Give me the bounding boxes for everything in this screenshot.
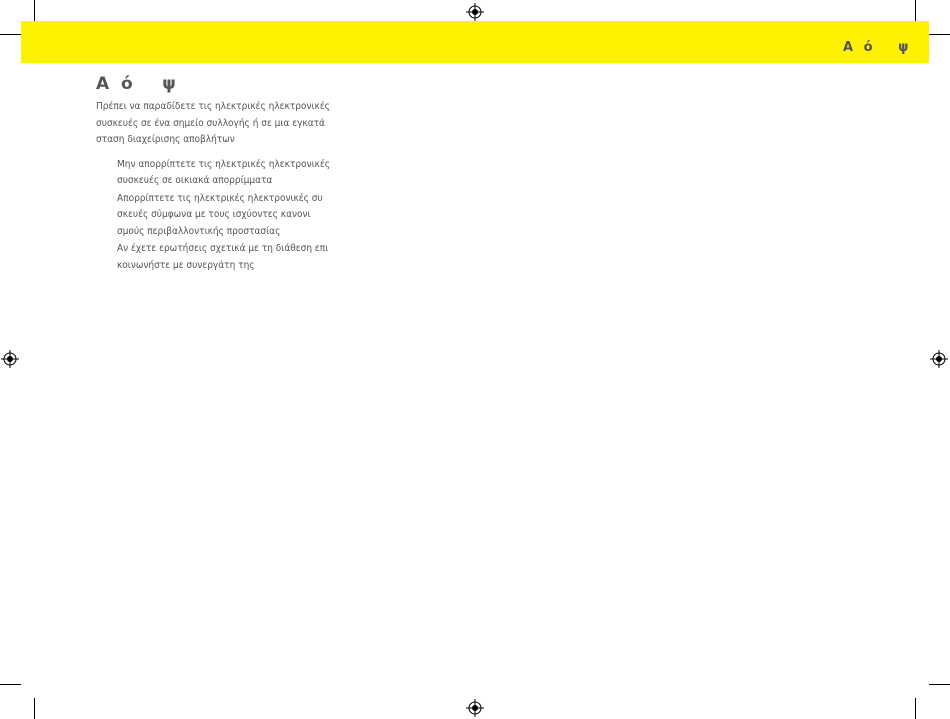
list-item: Αν έχετε ερωτήσεις σχετικά με τη διάθεση επι κοινωνήστε με συνεργάτη της — [117, 243, 329, 271]
registration-mark-bottom-icon — [466, 699, 484, 717]
crop-mark-top-right-horizontal — [929, 34, 950, 35]
crop-mark-bottom-left-horizontal — [0, 684, 21, 685]
registration-mark-left-icon — [1, 350, 19, 368]
crop-mark-top-left-horizontal — [0, 34, 21, 35]
crop-mark-top-left-vertical — [34, 0, 35, 21]
section-heading: Α ό ψ — [96, 74, 176, 94]
crop-mark-bottom-right-vertical — [915, 698, 916, 719]
section-body — [96, 99, 366, 274]
header-title: Α ό ψ — [843, 40, 909, 55]
crop-mark-top-right-vertical — [915, 0, 916, 21]
crop-mark-bottom-left-vertical — [34, 698, 35, 719]
intro-paragraph: Πρέπει να παραδίδετε τις ηλεκτρικές ηλεκτρονικές συσκευές σε ένα σημείο συλλογής ή σε μια εγκατά σταση διαχείρισης αποβλήτων — [96, 101, 330, 145]
list-item: Απορρίπτετε τις ηλεκτρικές ηλεκτρονικές συ σκευές σύμφωνα με τους ισχύοντες κανονι σμούς περιβαλλοντικής προστασίας — [117, 192, 323, 237]
crop-mark-bottom-right-horizontal — [929, 684, 950, 685]
list-item: Μην απορρίπτετε τις ηλεκτρικές ηλεκτρονικές συσκευές σε οικιακά απορρίμματα — [117, 158, 331, 186]
registration-mark-top-icon — [466, 3, 484, 21]
registration-mark-right-icon — [930, 350, 948, 368]
header-band — [21, 21, 929, 63]
instruction-list — [96, 157, 366, 275]
